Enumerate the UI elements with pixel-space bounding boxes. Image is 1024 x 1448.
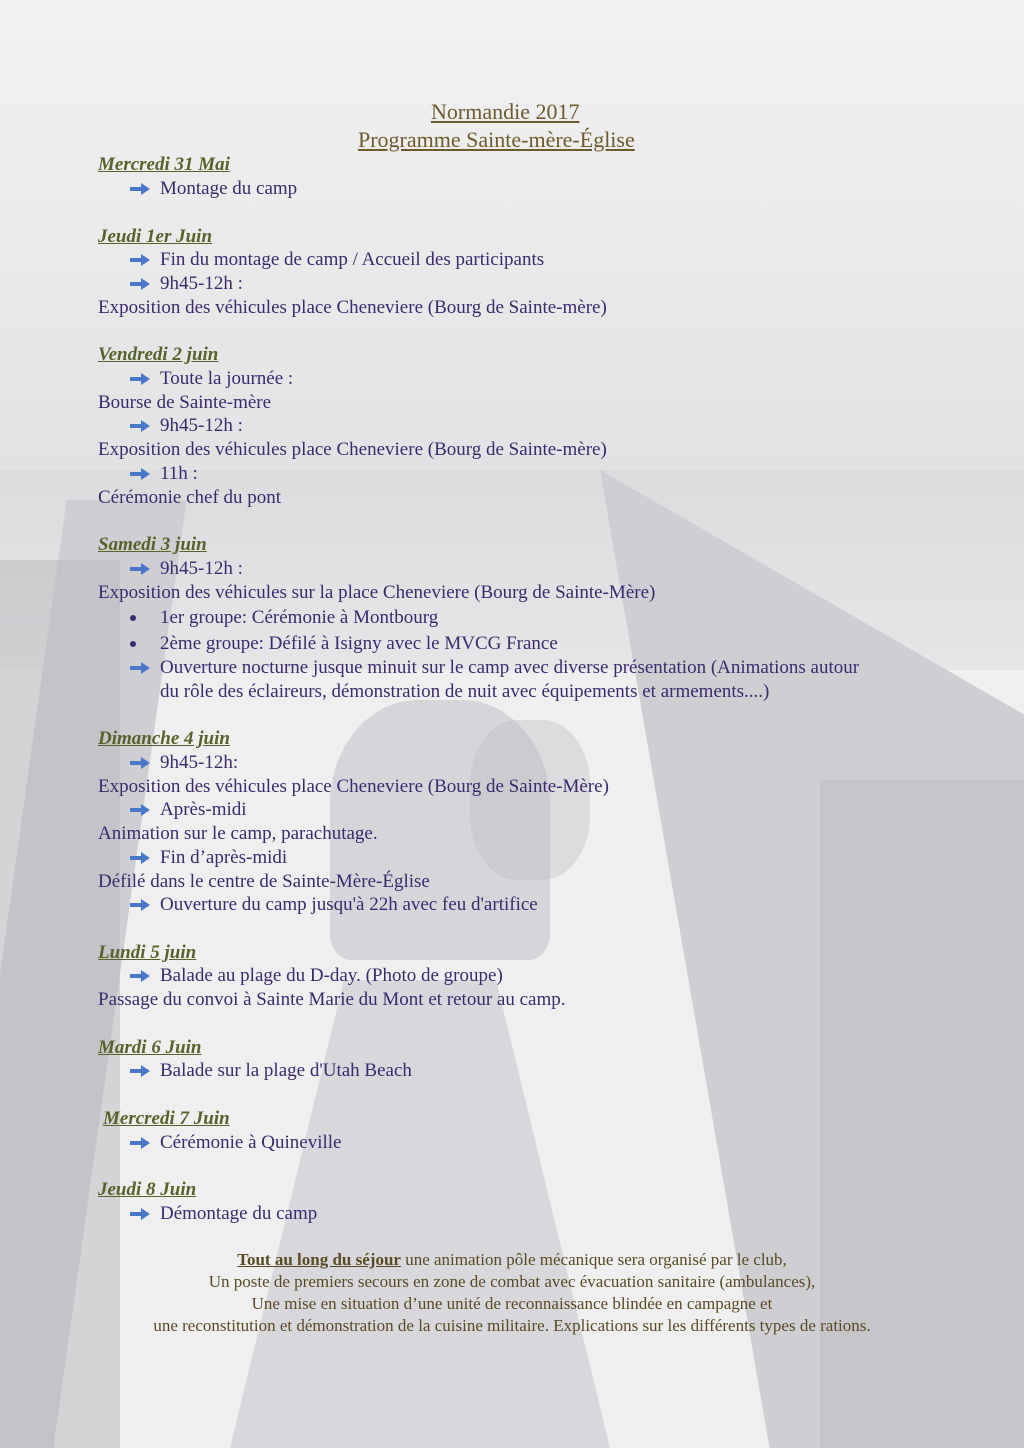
day-detail: Défilé dans le centre de Sainte-Mère-Église	[98, 871, 430, 892]
arrow-bullet-icon	[130, 804, 150, 816]
arrow-bullet-icon	[130, 1137, 150, 1149]
day-item: du rôle des éclaireurs, démonstration de nuit avec équipements et armements....)	[160, 681, 770, 702]
day-item: Après-midi	[160, 799, 247, 820]
day-item: 11h :	[160, 463, 198, 484]
day-item: 1er groupe: Cérémonie à Montbourg	[160, 607, 439, 628]
day-heading: Jeudi 8 Juin	[98, 1179, 197, 1200]
arrow-bullet-icon	[130, 852, 150, 864]
day-item: Ouverture du camp jusqu'à 22h avec feu d'artifice	[160, 894, 538, 915]
footer-line-rest: une animation pôle mécanique sera organisé par le club,	[400, 1250, 787, 1269]
day-item: 2ème groupe: Défilé à Isigny avec le MVCG France	[160, 633, 558, 654]
arrow-bullet-icon	[130, 254, 150, 266]
day-detail: Passage du convoi à Sainte Marie du Mont et retour au camp.	[98, 989, 566, 1010]
day-heading: Vendredi 2 juin	[98, 344, 219, 365]
day-heading: Mercredi 7 Juin	[103, 1108, 230, 1129]
arrow-bullet-icon	[130, 183, 150, 195]
day-item: Balade sur la plage d'Utah Beach	[160, 1060, 412, 1081]
day-detail: Exposition des véhicules sur la place Cheneviere (Bourg de Sainte-Mère)	[98, 582, 656, 603]
day-item: 9h45-12h :	[160, 558, 243, 579]
footer-line: Une mise en situation d’une unité de reconnaissance blindée en campagne et	[251, 1294, 773, 1313]
bullet-dot-icon	[130, 615, 136, 621]
day-item: Balade au plage du D-day. (Photo de groupe)	[160, 965, 503, 986]
document-subtitle: Programme Sainte-mère-Église	[358, 127, 635, 152]
arrow-bullet-icon	[130, 278, 150, 290]
day-detail: Bourse de Sainte-mère	[98, 392, 272, 413]
day-detail: Animation sur le camp, parachutage.	[98, 823, 378, 844]
footer-line: Un poste de premiers secours en zone de combat avec évacuation sanitaire (ambulances),	[208, 1272, 816, 1291]
day-heading: Samedi 3 juin	[98, 534, 207, 555]
day-item: Cérémonie à Quineville	[160, 1132, 342, 1153]
day-heading: Mardi 6 Juin	[98, 1037, 202, 1058]
day-item: Fin du montage de camp / Accueil des participants	[160, 249, 545, 270]
day-detail: Exposition des véhicules place Cheneviere (Bourg de Sainte-Mère)	[98, 776, 609, 797]
arrow-bullet-icon	[130, 468, 150, 480]
day-item: Montage du camp	[160, 178, 298, 199]
document-title: Normandie 2017	[431, 99, 580, 124]
arrow-bullet-icon	[130, 899, 150, 911]
arrow-bullet-icon	[130, 757, 150, 769]
day-heading: Lundi 5 juin	[98, 942, 197, 963]
arrow-bullet-icon	[130, 970, 150, 982]
footer-line	[0, 1250, 1024, 1270]
day-item: Démontage du camp	[160, 1203, 318, 1224]
bullet-dot-icon	[130, 641, 136, 647]
day-detail: Cérémonie chef du pont	[98, 487, 282, 508]
day-item: Fin d’après-midi	[160, 847, 288, 868]
day-item: Ouverture nocturne jusque minuit sur le camp avec diverse présentation (Animations autour	[160, 657, 860, 678]
day-item: 9h45-12h:	[160, 752, 239, 773]
day-heading: Dimanche 4 juin	[98, 728, 230, 749]
arrow-bullet-icon	[130, 1208, 150, 1220]
day-item: Toute la journée :	[160, 368, 294, 389]
arrow-bullet-icon	[130, 563, 150, 575]
day-heading: Mercredi 31 Mai	[98, 154, 230, 175]
day-heading: Jeudi 1er Juin	[98, 226, 213, 247]
arrow-bullet-icon	[130, 662, 150, 674]
day-item: 9h45-12h :	[160, 273, 243, 294]
day-detail: Exposition des véhicules place Cheneviere (Bourg de Sainte-mère)	[98, 297, 607, 318]
arrow-bullet-icon	[130, 1065, 150, 1077]
day-detail: Exposition des véhicules place Cheneviere (Bourg de Sainte-mère)	[98, 439, 607, 460]
footer-lead: Tout au long du séjour	[237, 1250, 401, 1269]
day-item: 9h45-12h :	[160, 415, 243, 436]
footer-line: une reconstitution et démonstration de la cuisine militaire. Explications sur les différents types de rations.	[153, 1316, 871, 1335]
arrow-bullet-icon	[130, 420, 150, 432]
arrow-bullet-icon	[130, 373, 150, 385]
